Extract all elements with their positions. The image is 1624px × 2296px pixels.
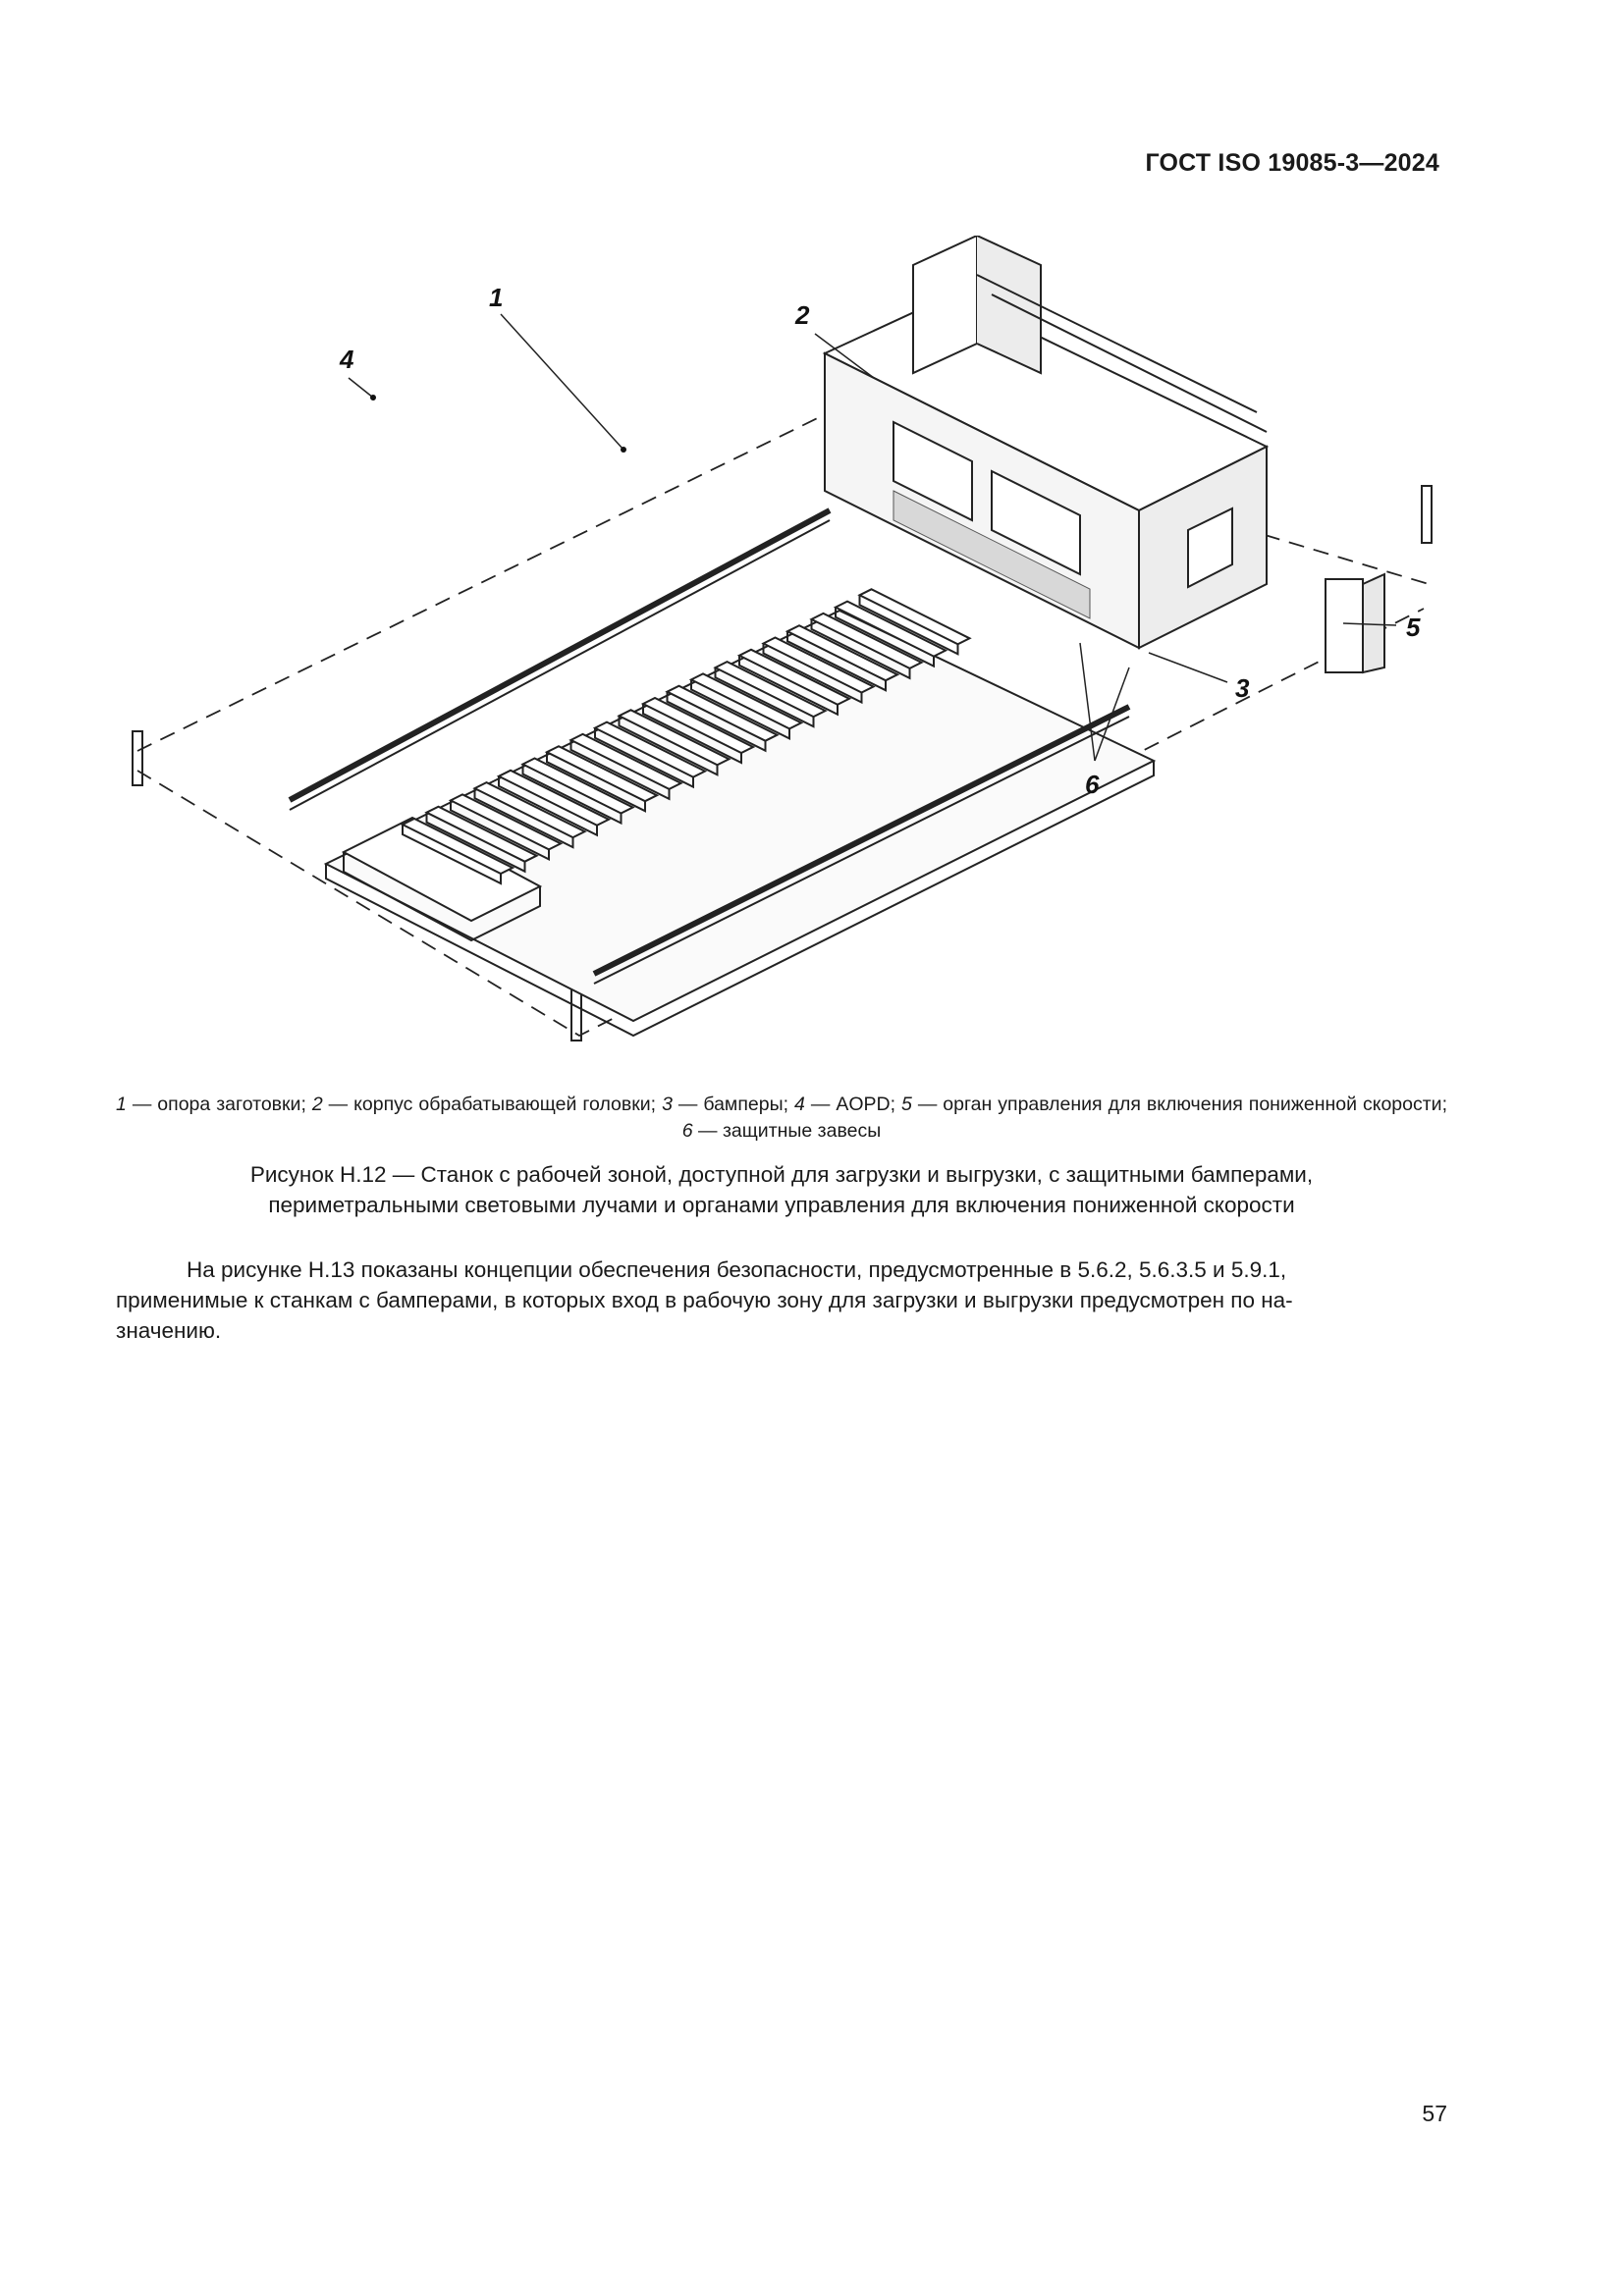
callout-2: 2 bbox=[795, 300, 810, 330]
figure-legend bbox=[116, 1092, 1447, 1145]
machine-drawing bbox=[108, 236, 1463, 1070]
legend-num: 3 bbox=[662, 1094, 673, 1115]
caption-line: Рисунок H.12 — Станок с рабочей зоной, доступной для загрузки и выгрузки, с защитными бамперами, bbox=[249, 1162, 1314, 1187]
legend-text: — орган управления для включения пониженной скорости; bbox=[911, 1094, 1447, 1115]
paragraph-line: применимые к станкам с бамперами, в которых вход в рабочую зону для загрузки и выгрузки предусмотрен по на- bbox=[116, 1288, 1293, 1312]
machine-figure bbox=[108, 236, 1463, 1070]
callout-6: 6 bbox=[1085, 770, 1100, 799]
callout-5: 5 bbox=[1406, 613, 1421, 642]
paragraph-line: значению. bbox=[116, 1318, 222, 1343]
legend-num: 2 bbox=[311, 1094, 323, 1115]
callout-3: 3 bbox=[1235, 673, 1250, 703]
reduced-speed-control bbox=[1326, 579, 1363, 672]
legend-text: — бамперы; bbox=[672, 1094, 795, 1115]
legend-num: 5 bbox=[900, 1094, 912, 1115]
paragraph-line: На рисунке H.13 показаны концепции обеспечения безопасности, предусмотренные в 5.6.2, 5.6.3.5 и 5.9.1, bbox=[187, 1257, 1287, 1282]
page-number: 57 bbox=[1422, 2101, 1447, 2126]
legend-text: — AOPD; bbox=[804, 1094, 901, 1115]
legend-text: — защитные завесы bbox=[692, 1120, 882, 1142]
legend-num: 4 bbox=[794, 1094, 805, 1115]
document-header: ГОСТ ISO 19085-3—2024 bbox=[1145, 149, 1439, 177]
body-paragraph bbox=[116, 1255, 1447, 1346]
callout-1: 1 bbox=[489, 283, 504, 312]
leader-3 bbox=[1149, 653, 1227, 682]
legend-num: 6 bbox=[681, 1120, 693, 1142]
caption-line: периметральными световыми лучами и органами управления для включения пониженной скорости bbox=[268, 1193, 1295, 1217]
figure-caption bbox=[116, 1159, 1447, 1220]
legend-text: — опора заготовки; bbox=[126, 1094, 312, 1115]
legend-text: — корпус обрабатывающей головки; bbox=[322, 1094, 663, 1115]
leader-1 bbox=[501, 314, 623, 450]
leader-4 bbox=[349, 378, 373, 398]
legend-num: 1 bbox=[116, 1094, 127, 1115]
callout-4: 4 bbox=[340, 345, 354, 374]
